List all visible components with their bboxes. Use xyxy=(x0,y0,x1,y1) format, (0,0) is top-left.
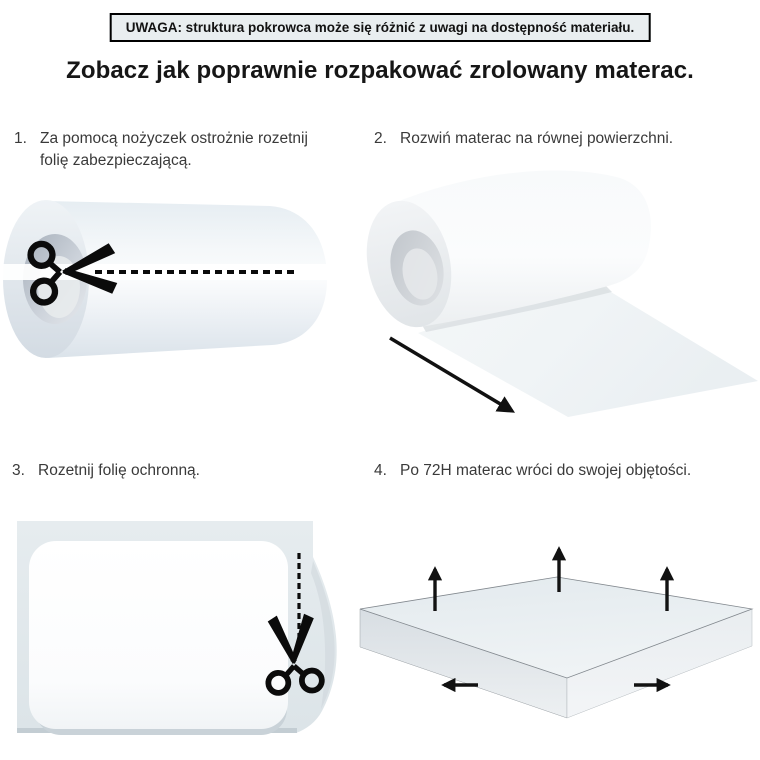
notice-banner xyxy=(110,13,651,42)
step-4-number: 4. xyxy=(374,462,387,479)
step-2-number: 2. xyxy=(374,130,387,147)
step-1-number: 1. xyxy=(14,130,27,147)
step-1-text: Za pomocą nożyczek ostrożnie rozetnij folię zabezpieczającą. xyxy=(40,130,308,170)
step-1-item xyxy=(14,128,334,173)
step-4-item xyxy=(374,460,754,482)
step-4-illustration xyxy=(350,535,760,760)
step-1-illustration xyxy=(0,188,332,378)
step-3-illustration xyxy=(5,515,350,747)
step-2-item xyxy=(374,128,754,150)
step-3-item xyxy=(12,460,342,482)
step-2-text: Rozwiń materac na równej powierzchni. xyxy=(400,130,674,147)
step-2-illustration xyxy=(360,165,760,427)
page-title: Zobacz jak poprawnie rozpakować zrolowany materac. xyxy=(66,57,694,84)
step-4-text: Po 72H materac wróci do swojej objętości. xyxy=(400,462,692,479)
flat-mattress xyxy=(29,541,288,729)
notice-banner-text: UWAGA: struktura pokrowca może się różnić z uwagi na dostępność materiału. xyxy=(125,20,635,35)
step-3-text: Rozetnij folię ochronną. xyxy=(38,462,200,479)
step-3-number: 3. xyxy=(12,462,25,479)
